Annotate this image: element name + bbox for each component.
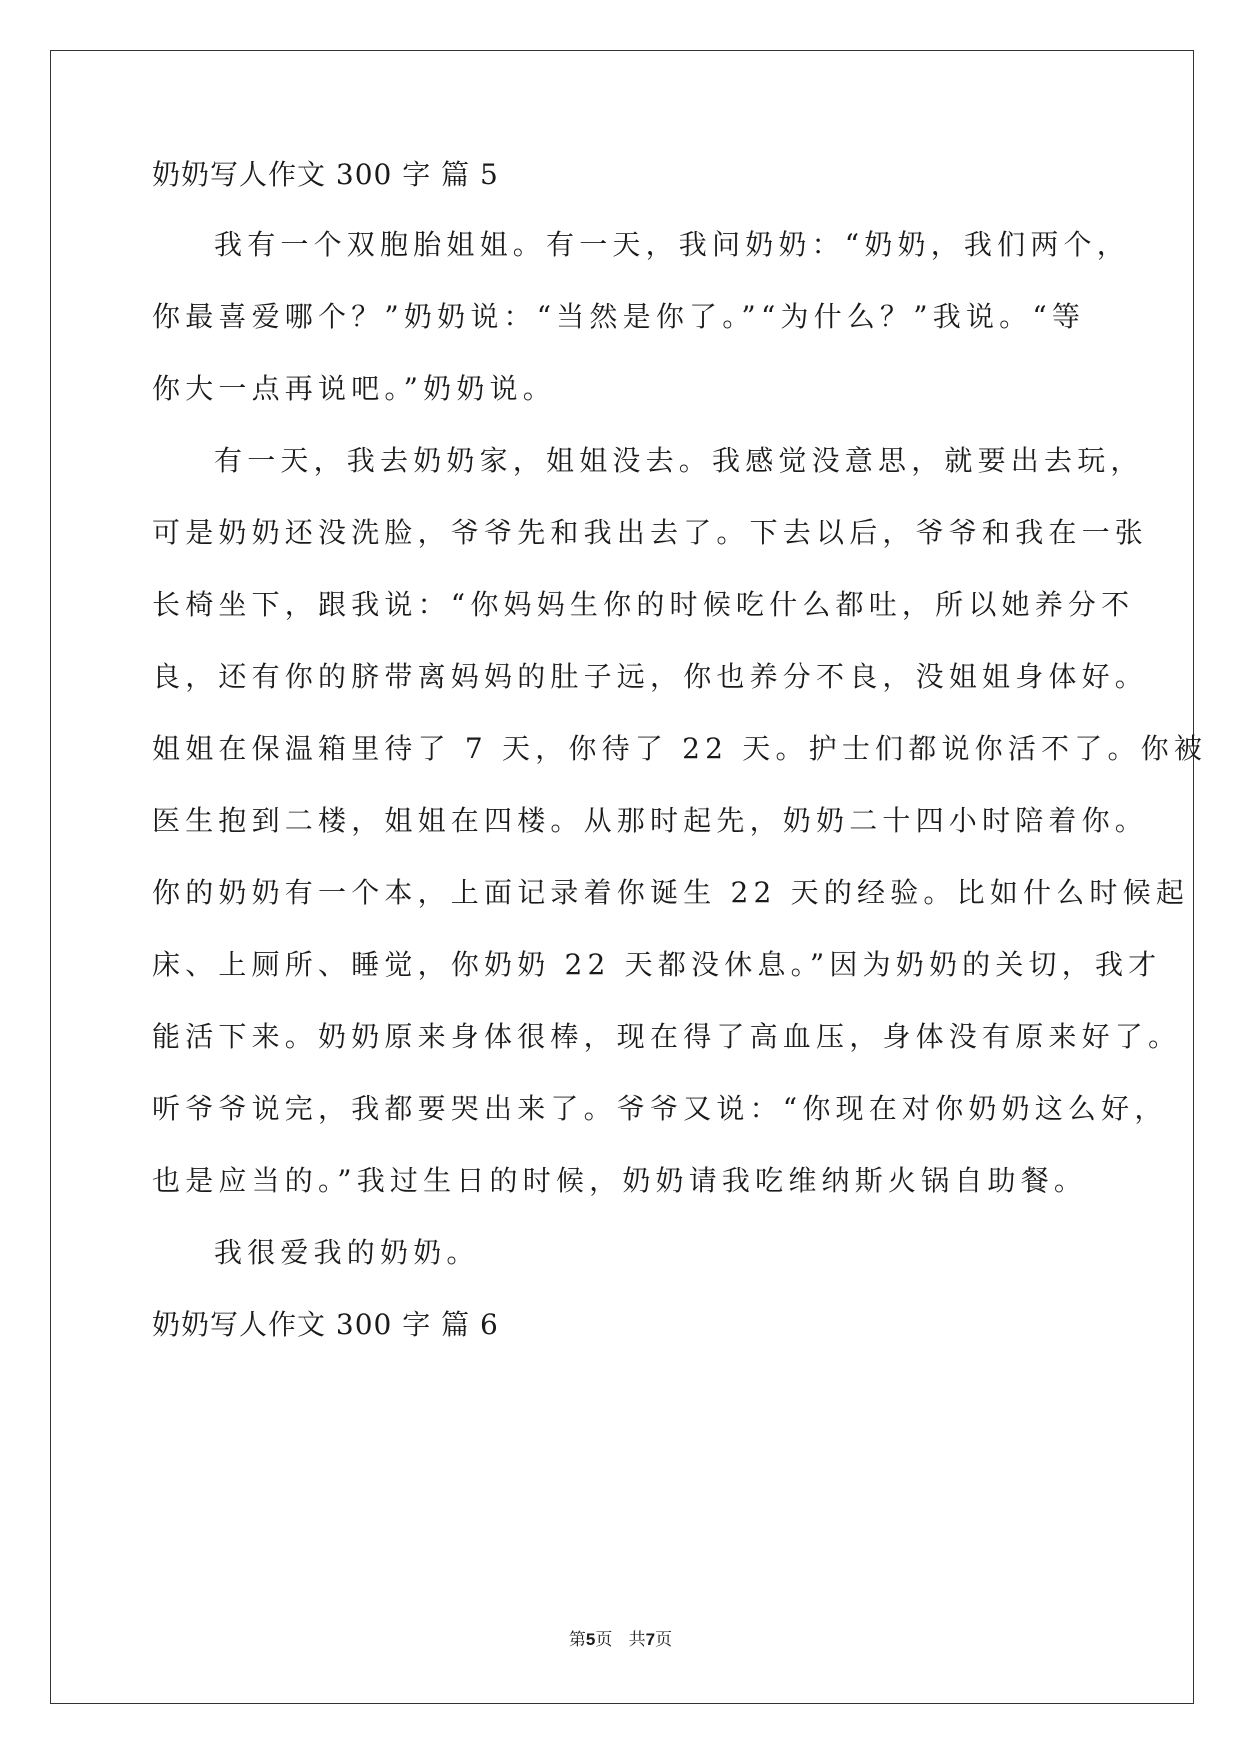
section-heading-6: 奶奶写人作文 300 字 篇 6 (152, 1308, 499, 1341)
section-heading-5: 奶奶写人作文 300 字 篇 5 (152, 158, 499, 191)
footer-total-pages: 7 (645, 1630, 656, 1649)
paragraph-2-line-7: 你的奶奶有一个本，上面记录着你诞生 22 天的经验。比如什么时候起 (152, 876, 1190, 909)
paragraph-2-line-1: 有一天，我去奶奶家，姐姐没去。我感觉没意思，就要出去玩， (214, 444, 1144, 477)
paragraph-1-line-3: 你大一点再说吧。”奶奶说。 (152, 372, 556, 405)
paragraph-2-line-11: 也是应当的。”我过生日的时候，奶奶请我吃维纳斯火锅自助餐。 (152, 1164, 1088, 1197)
paragraph-1-line-1: 我有一个双胞胎姐姐。有一天，我问奶奶：“奶奶，我们两个， (214, 228, 1130, 261)
footer-page-mid: 页 共 (595, 1630, 646, 1650)
page-footer (0, 1628, 1241, 1652)
footer-page-suffix: 页 (655, 1630, 673, 1650)
paragraph-1-line-2: 你最喜爱哪个？”奶奶说：“当然是你了。”“为什么？”我说。“等 (152, 300, 1086, 333)
paragraph-2-line-3: 长椅坐下，跟我说：“你妈妈生你的时候吃什么都吐，所以她养分不 (152, 588, 1135, 621)
paragraph-2-line-4: 良，还有你的脐带离妈妈的肚子远，你也养分不良，没姐姐身体好。 (152, 660, 1149, 693)
paragraph-2-line-9: 能活下来。奶奶原来身体很棒，现在得了高血压，身体没有原来好了。 (152, 1020, 1182, 1053)
paragraph-2-line-6: 医生抱到二楼，姐姐在四楼。从那时起先，奶奶二十四小时陪着你。 (152, 804, 1149, 837)
paragraph-2-line-5: 姐姐在保温箱里待了 7 天，你待了 22 天。护士们都说你活不了。你被 (152, 732, 1208, 765)
footer-page-prefix: 第 (568, 1630, 586, 1650)
paragraph-2-line-10: 听爷爷说完，我都要哭出来了。爷爷又说：“你现在对你奶奶这么好， (152, 1092, 1168, 1125)
footer-current-page: 5 (585, 1630, 596, 1649)
paragraph-2-line-8: 床、上厕所、睡觉，你奶奶 22 天都没休息。”因为奶奶的关切，我才 (152, 948, 1162, 981)
paragraph-3-line-1: 我很爱我的奶奶。 (214, 1236, 480, 1269)
paragraph-2-line-2: 可是奶奶还没洗脸，爷爷先和我出去了。下去以后，爷爷和我在一张 (152, 516, 1149, 549)
